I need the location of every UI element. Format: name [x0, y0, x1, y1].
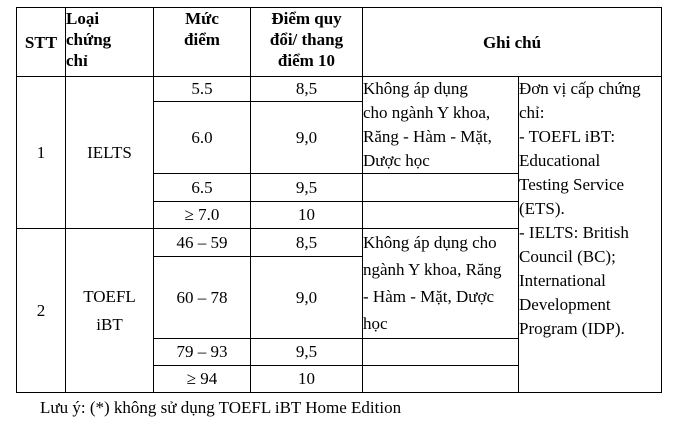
converted-score-cell: 10: [251, 202, 363, 229]
score-level-cell: 6.0: [154, 102, 251, 174]
header-notes: Ghi chú: [363, 8, 662, 77]
stt-cell: 1: [17, 77, 66, 229]
converted-score-cell: 9,5: [251, 339, 363, 366]
score-level-cell: ≥ 94: [154, 366, 251, 393]
empty-note-cell: [363, 174, 519, 202]
converted-score-cell: 8,5: [251, 229, 363, 257]
score-level-cell: ≥ 7.0: [154, 202, 251, 229]
table-row: [17, 77, 662, 102]
issuer-note-cell: Đơn vị cấp chứng chỉ: - TOEFL iBT: Educational Testing Service (ETS). - IELTS: British Council (BC); International Development Program (IDP).: [519, 77, 662, 393]
empty-note-cell: [363, 339, 519, 366]
header-stt: STT: [17, 8, 66, 77]
score-level-cell: 60 – 78: [154, 257, 251, 339]
footnote: Lưu ý: (*) không sử dụng TOEFL iBT Home Edition: [40, 398, 402, 417]
converted-score-cell: 8,5: [251, 77, 363, 102]
header-converted-score: Điểm quy đổi/ thang điểm 10: [251, 8, 363, 77]
header-row: [17, 8, 662, 77]
converted-score-cell: 9,0: [251, 257, 363, 339]
score-level-cell: 6.5: [154, 174, 251, 202]
converted-score-cell: 9,0: [251, 102, 363, 174]
exception-note-cell: Không áp dụng cho ngành Y khoa, Răng - Hàm - Mặt, Dược học: [363, 77, 519, 174]
converted-score-cell: 9,5: [251, 174, 363, 202]
header-score-level: Mức điểm: [154, 8, 251, 77]
conversion-table: [16, 7, 662, 393]
empty-note-cell: [363, 202, 519, 229]
exception-note-cell: Không áp dụng cho ngành Y khoa, Răng - Hàm - Mặt, Dược học: [363, 229, 519, 339]
empty-note-cell: [363, 366, 519, 393]
score-level-cell: 5.5: [154, 77, 251, 102]
stt-cell: 2: [17, 229, 66, 393]
score-level-cell: 46 – 59: [154, 229, 251, 257]
score-level-cell: 79 – 93: [154, 339, 251, 366]
certificate-cell: TOEFL iBT: [66, 229, 154, 393]
converted-score-cell: 10: [251, 366, 363, 393]
header-certificate-type: Loại chứng chỉ: [66, 8, 154, 77]
certificate-cell: IELTS: [66, 77, 154, 229]
